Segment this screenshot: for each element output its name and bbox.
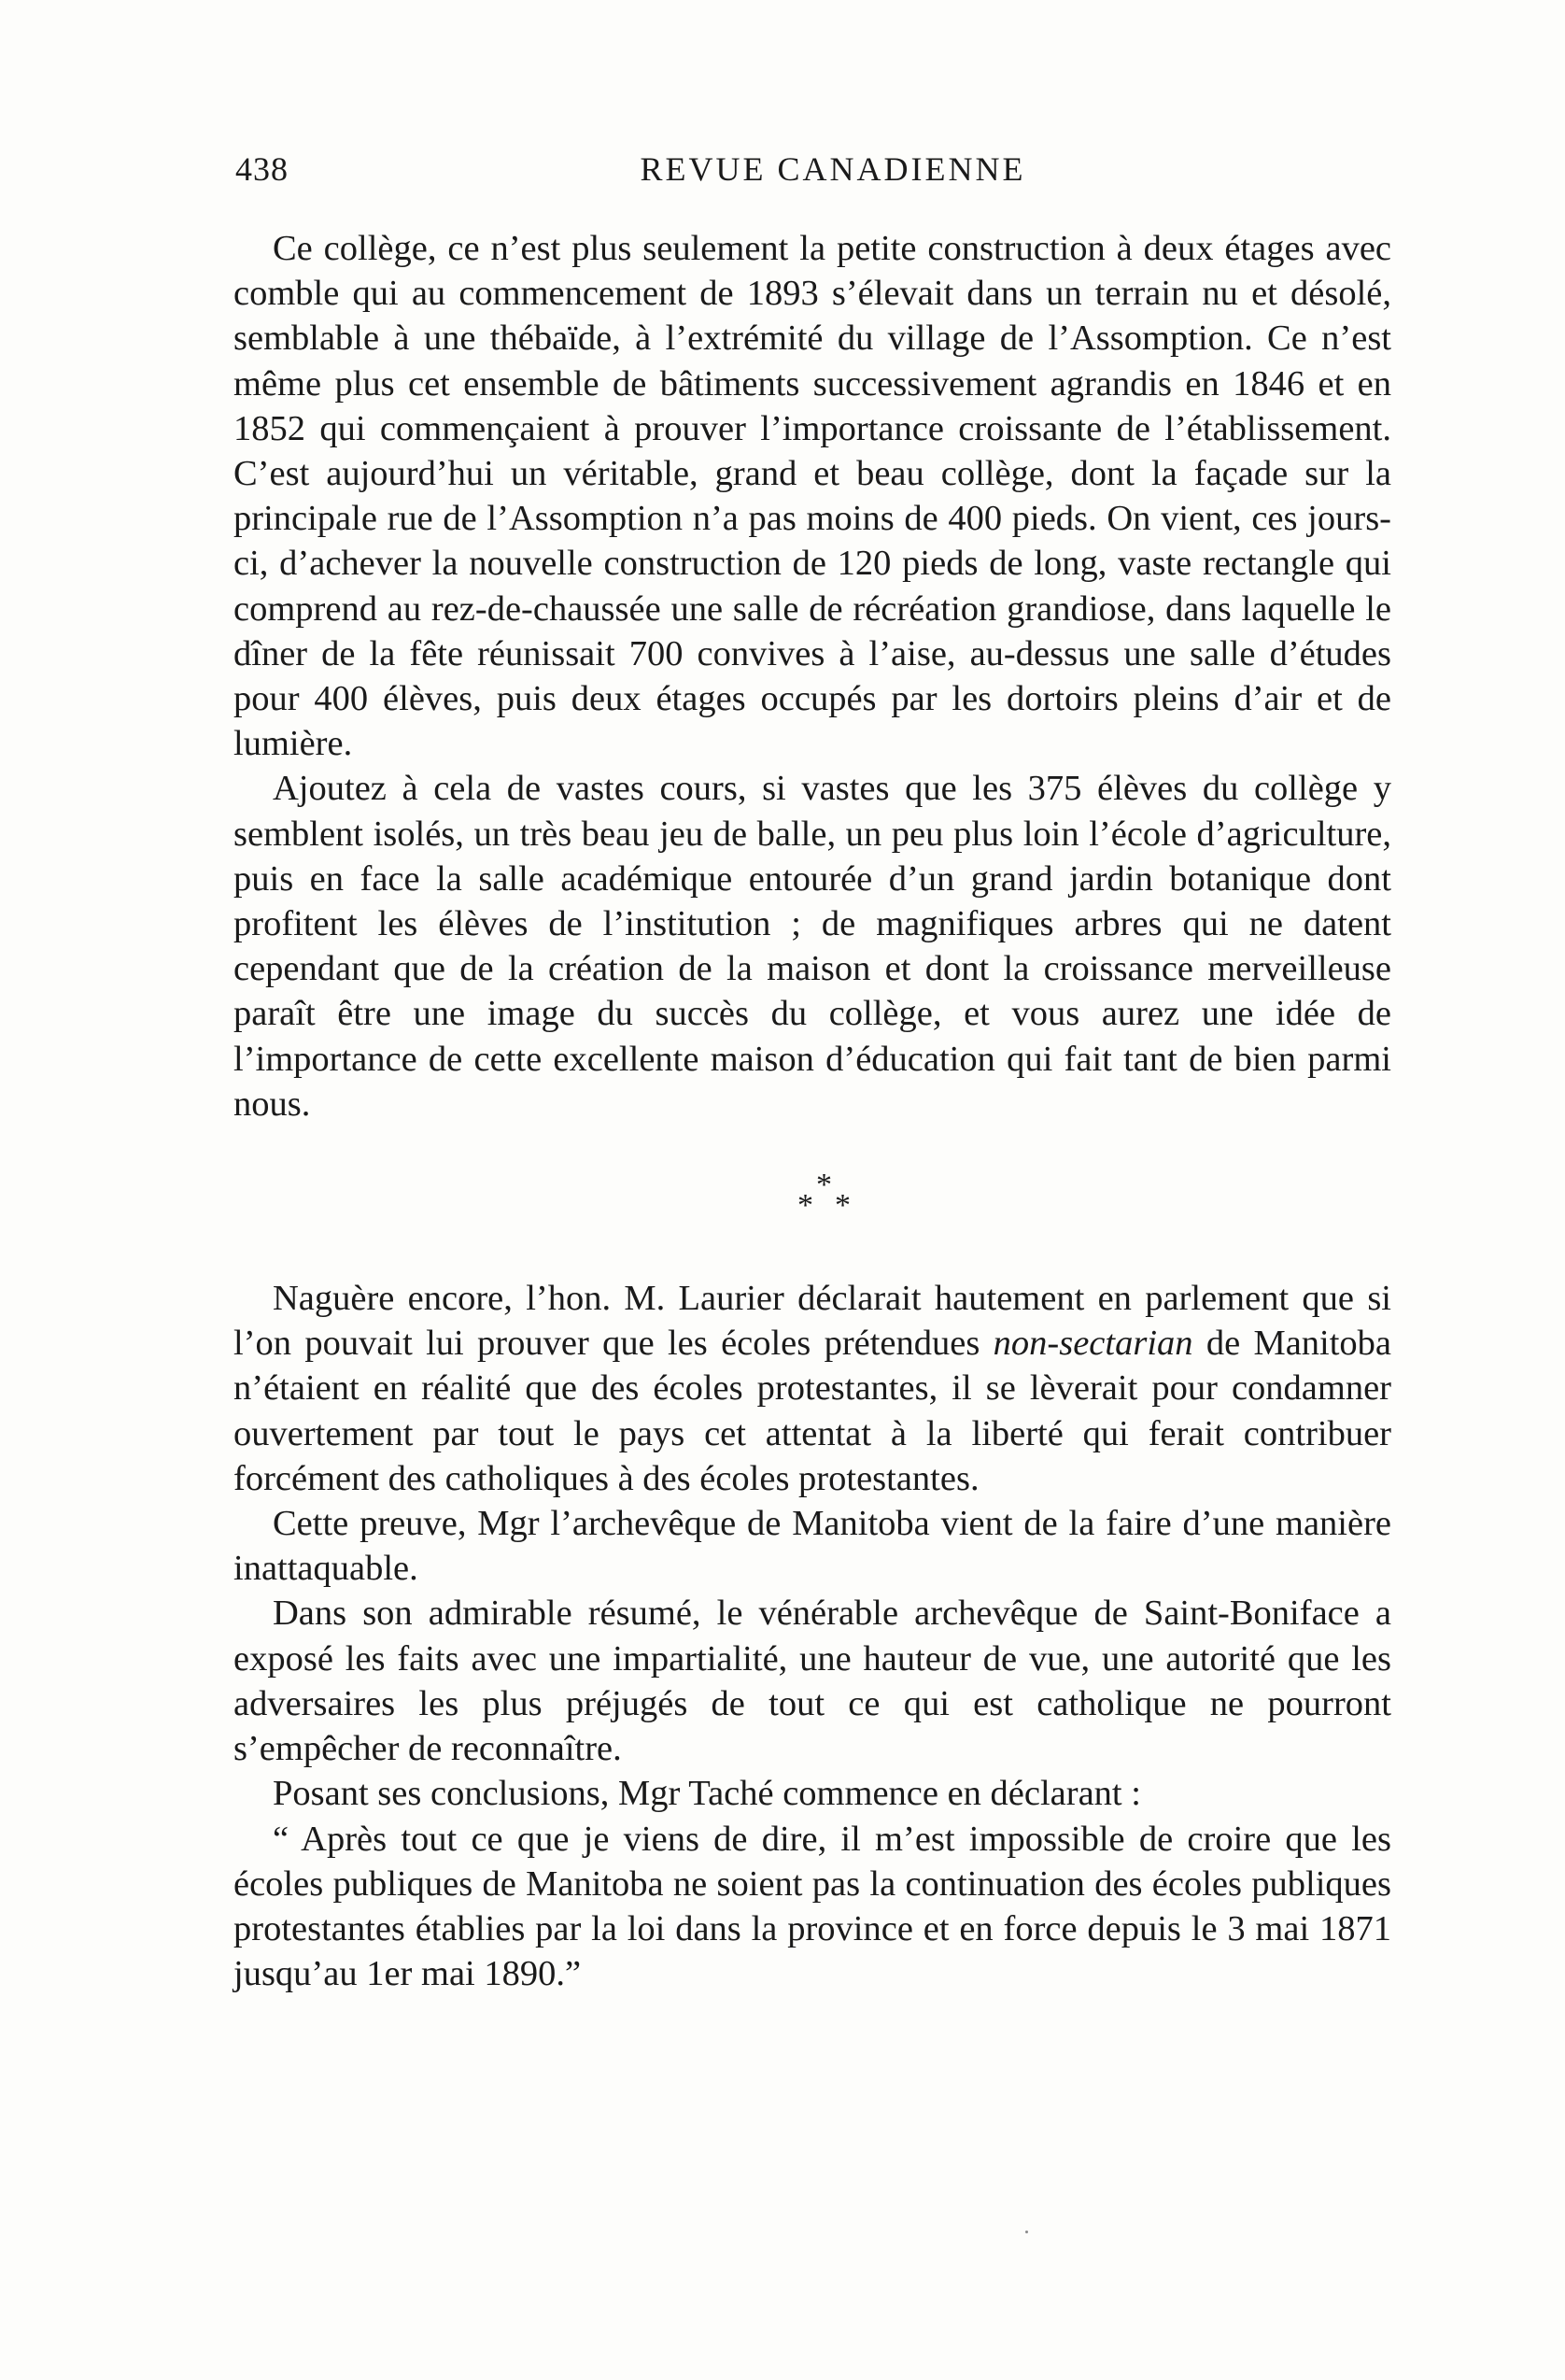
paper-speck bbox=[1025, 2231, 1028, 2233]
page-number: 438 bbox=[235, 150, 289, 188]
journal-title: REVUE CANADIENNE bbox=[640, 150, 1026, 188]
laurier-text-before: Naguère encore, l’hon. M. Laurier déclarait hautement en parlement que si l’on pouvait lui prouver que les écoles prétendues bbox=[233, 1279, 1391, 1364]
paragraph-archbishop-summary: Dans son admirable résumé, le vénérable archevêque de Saint-Boniface a exposé les faits avec une impartialité, une hauteur de vue, une autorité que les adversaires les plus préjugés de tout ce qui est catholique ne pourront s’empêcher de reconnaître. bbox=[233, 1594, 1391, 1769]
running-head bbox=[235, 149, 1393, 202]
section-separator bbox=[233, 1126, 1391, 1276]
laurier-italic-term: non-sectarian bbox=[993, 1324, 1193, 1364]
body-text bbox=[233, 226, 1391, 1996]
asterism-star-left: * bbox=[797, 1188, 813, 1224]
laurier-text-after: de Manitoba n’étaient en réalité que des écoles protestantes, il se lèverait pour condamner ouvertement par tout le pays cet attentat à la liberté qui ferait contribuer forcément des catholiques à des écoles protestantes. bbox=[233, 1324, 1392, 1498]
paragraph-college-description: Ce collège, ce n’est plus seulement la petite construction à deux étages avec comble qui au commencement de 1893 s’élevait dans un terrain nu et désolé, semblable à une thébaïde, à l’extrémité du village de l’Assomption. Ce n’est même plus cet ensemble de bâtiments successivement agrandis en 1846 et en 1852 qui commençaient à prouver l’importance croissante de l’établissement. C’est aujourd’hui un véritable, grand et beau collège, dont la façade sur la principale rue de l’Assomption n’a pas moins de 400 pieds. On vient, ces jours-ci, d’achever la nouvelle construction de 120 pieds de long, vaste rectangle qui comprend au rez-de-chaussée une salle de récréation grandiose, dans laquelle le dîner de la fête réunissait 700 convives à l’aise, au-dessus une salle d’études pour 400 élèves, puis deux étages occupés par les dortoirs pleins d’air et de lumière. bbox=[233, 229, 1391, 764]
paragraph-quotation: “ Après tout ce que je viens de dire, il m’est impossible de croire que les écoles publiques de Manitoba ne soient pas la continuation des écoles publiques protestantes établies par la loi dans la province et en force depuis le 3 mai 1871 jusqu’au 1er mai 1890.” bbox=[233, 1819, 1391, 1994]
paragraph-conclusions-intro: Posant ses conclusions, Mgr Taché commence en déclarant : bbox=[273, 1774, 1141, 1814]
paragraph-laurier bbox=[233, 1276, 1391, 1501]
asterism-star-right: * bbox=[835, 1188, 851, 1224]
paragraph-college-grounds: Ajoutez à cela de vastes cours, si vastes que les 375 élèves du collège y semblent isolés, un très beau jeu de balle, un peu plus loin l’école d’agriculture, puis en face la salle académique entourée d’un grand jardin botanique dont profitent les élèves de l’institution ; de magnifiques arbres qui ne datent cependant que de la création de la maison et dont la croissance merveilleuse paraît être une image du succès du collège, et vous aurez une idée de l’importance de cette excellente maison d’éducation qui fait tant de bien parmi nous. bbox=[233, 769, 1391, 1124]
asterism bbox=[794, 1169, 868, 1225]
paragraph-proof: Cette preuve, Mgr l’archevêque de Manitoba vient de la faire d’une manière inattaquable. bbox=[233, 1504, 1391, 1589]
asterism-star-top: * bbox=[816, 1168, 832, 1203]
